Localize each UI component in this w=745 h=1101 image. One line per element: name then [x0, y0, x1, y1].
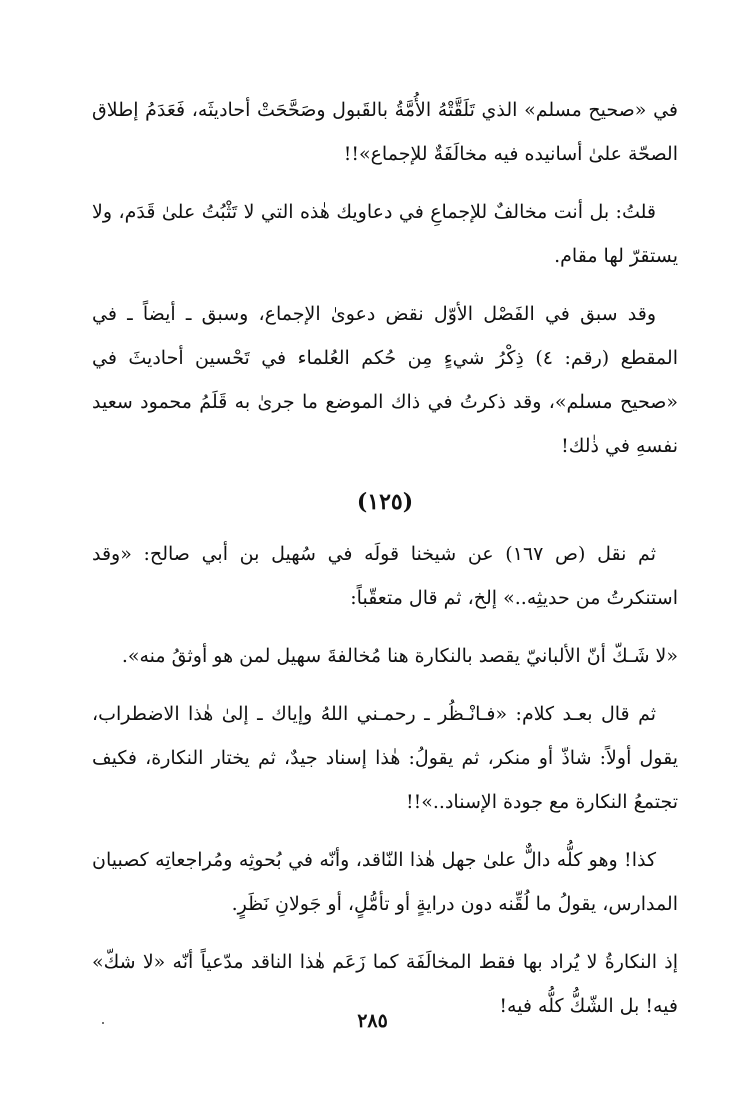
paragraph-muslim-ijma: في «صحيح مسلم» الذي تَلَقَّتْهُ الأُمَّةُ بالقَبول وصَحَّحَتْ أحاديثَه، فَعَدَمُ إطلاق الصحّة علىٰ أسانيده فيه مخالَفَةٌ للإجماع»!! — [92, 99, 678, 165]
paragraph-previous-section: وقد سبق في الفَصْل الأوّل نقض دعوىٰ الإجماع، وسبق ـ أيضاً ـ في المقطع (رقم: ٤) ذِكْرُ شيءٍ مِن حُكم العُلماء في تَحْسين أحاديثَ في «صحيح مسلم»، وقد ذكرتُ في ذاك الموضع ما جرىٰ به قَلَمُ محمود سعيد نفسهِ في ذٰلك! — [92, 303, 678, 457]
page-body — [92, 88, 678, 1042]
paragraph-idtirab: ثم قال بعـد كلام: «فـانْـظُر ـ رحمـني اللهُ وإياك ـ إلىٰ هٰذا الاضطراب، يقول أولاً: شاذّ أو منكر، ثم يقولُ: هٰذا إسناد جيدٌ، ثم يختار النكارة، فكيف تجتمعُ النكارة مع جودة الإسناد..»!! — [92, 703, 678, 813]
page-number: ٢٨٥ — [357, 1010, 388, 1032]
paragraph-reply-claims: قلتُ: بل أنت مخالفٌ للإجماعِ في دعاويك هٰذه التي لا تَثْبُتُ علىٰ قَدَم، ولا يستقرّ لها مقام. — [92, 201, 678, 267]
paragraph-quote-suhail: ثم نقل (ص ١٦٧) عن شيخنا قولَه في سُهيل بن أبي صالح: «وقد استنكرتُ من حديثِه..» إلخ، ثم قال متعقّباً: — [92, 543, 678, 609]
paragraph-critic-ignorance: كذا! وهو كلُّه دالٌّ علىٰ جهل هٰذا النّاقد، وأنّه في بُحوثِه ومُراجعاتِه كصبيان المدارس، يقولُ ما لُقِّنه دون درايةٍ أو تأمُّلٍ، أو جَولانِ نَظَرٍ. — [92, 849, 678, 915]
paragraph-quote-albani: «لا شَـكّ أنّ الألبانيّ يقصد بالنكارة هنا مُخالفةَ سهيل لمن هو أوثقُ منه». — [121, 645, 678, 667]
scan-speck — [102, 1022, 104, 1024]
section-number: (١٢٥) — [356, 489, 414, 515]
paragraph-nakara-meaning: إذ النكارةُ لا يُراد بها فقط المخالَفَة كما زَعَم هٰذا الناقد مدّعياً أنّه «لا شكّ» فيه! بل الشّكُّ كلُّه فيه! — [92, 951, 678, 1017]
